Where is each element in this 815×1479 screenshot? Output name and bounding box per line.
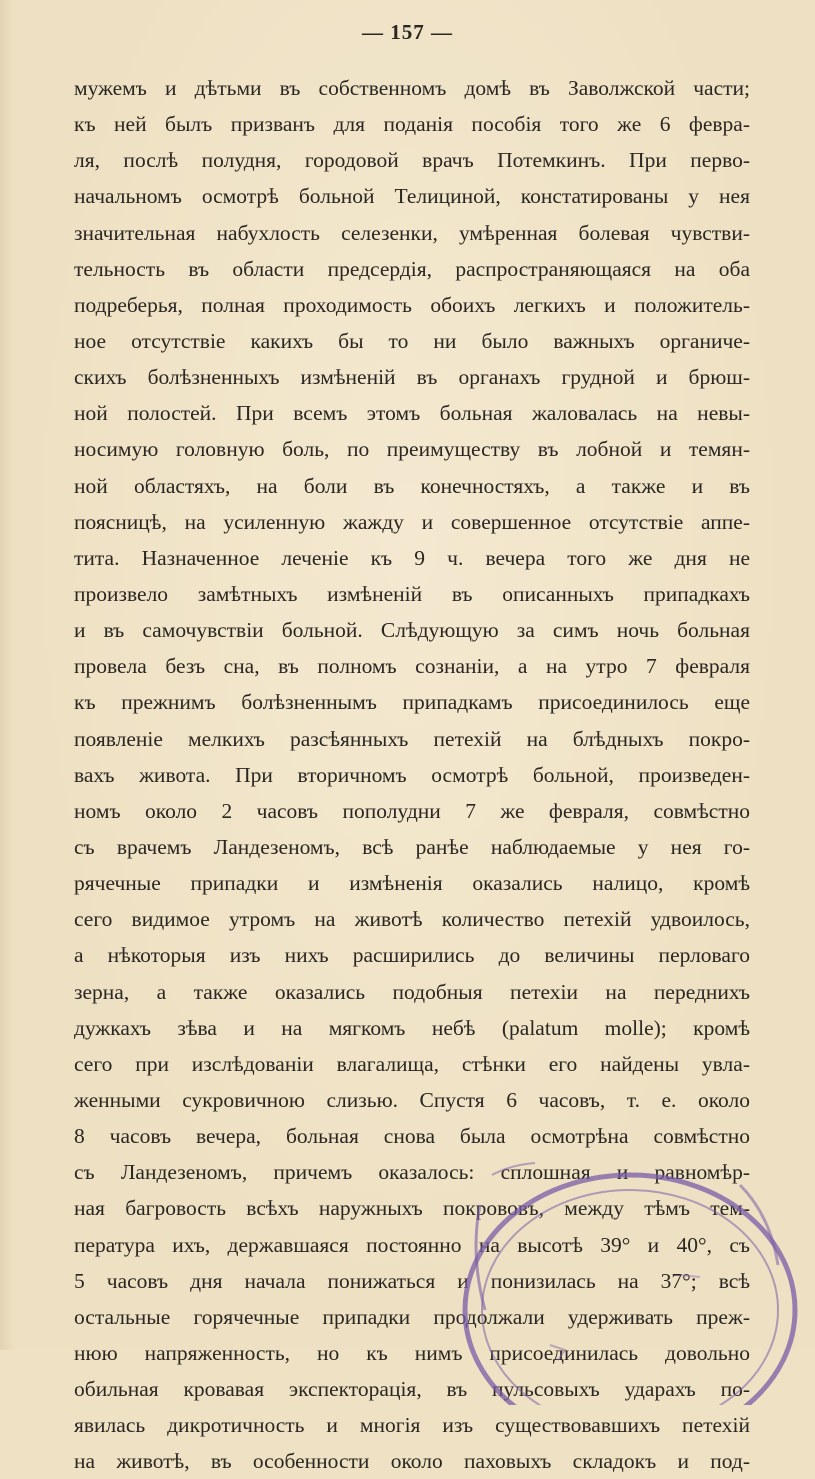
- text-line: подреберья, полная проходимость обоихъ легкихъ и положитель-: [74, 292, 750, 317]
- text-line: поясницѣ, на усиленную жажду и совершенное отсутствіе аппе-: [74, 509, 750, 534]
- text-line: вахъ живота. При вторичномъ осмотрѣ больной, произведен-: [74, 762, 750, 787]
- text-line: сего видимое утромъ на животѣ количество петехій удвоилось,: [74, 907, 750, 932]
- body-text: [74, 70, 750, 1479]
- text-line: начальномъ осмотрѣ больной Телициной, констатированы у нея: [74, 184, 750, 209]
- text-line: 5 часовъ дня начала понижаться и понизилась на 37°; всѣ: [74, 1268, 750, 1293]
- text-line: ное отсутствіе какихъ бы то ни было важныхъ органиче-: [74, 328, 750, 353]
- text-line: появленіе мелкихъ разсѣянныхъ петехій на блѣдныхъ покро-: [74, 726, 750, 751]
- text-line: ной областяхъ, на боли въ конечностяхъ, а также и въ: [74, 473, 750, 498]
- text-line: къ прежнимъ болѣзненнымъ припадкамъ присоединилось еще: [74, 690, 750, 715]
- text-line: ной полостей. При всемъ этомъ больная жаловалась на невы-: [74, 401, 750, 426]
- text-line: произвело замѣтныхъ измѣненій въ описанныхъ припадкахъ: [74, 581, 750, 606]
- text-line: ля, послѣ полудня, городовой врачъ Потемкинъ. При перво-: [74, 148, 750, 173]
- text-line: остальные горячечные припадки продолжали удерживать преж-: [74, 1304, 750, 1329]
- text-line: обильная кровавая экспекторація, въ пульсовыхъ ударахъ по-: [74, 1377, 750, 1402]
- text-line: провела безъ сна, въ полномъ сознаніи, а на утро 7 февраля: [74, 654, 750, 679]
- text-line: и въ самочувствіи больной. Слѣдующую за симъ ночь больная: [74, 618, 750, 643]
- page-number: — 157 —: [362, 20, 453, 44]
- text-line: съ врачемъ Ландезеномъ, всѣ ранѣе наблюдаемые у нея го-: [74, 834, 750, 859]
- text-line: явилась дикротичность и многія изъ существовавшихъ петехій: [74, 1413, 750, 1438]
- text-line: 8 часовъ вечера, больная снова была осмотрѣна совмѣстно: [74, 1124, 750, 1149]
- text-line: ная багровость всѣхъ наружныхъ покрововъ, между тѣмъ тем-: [74, 1196, 750, 1221]
- text-line: рячечные припадки и измѣненія оказались налицо, кромѣ: [74, 871, 750, 896]
- text-line: тита. Назначенное леченіе къ 9 ч. вечера того же дня не: [74, 545, 750, 570]
- text-line: сего при изслѣдованіи влагалища, стѣнки его найдены увла-: [74, 1051, 750, 1076]
- text-line: пература ихъ, державшаяся постоянно на высотѣ 39° и 40°, съ: [74, 1232, 750, 1257]
- text-line: дужкахъ зѣва и на мягкомъ небѣ (palatum molle); кромѣ: [74, 1015, 750, 1040]
- text-line: а нѣкоторыя изъ нихъ расширились до величины перловаго: [74, 943, 750, 968]
- text-line: женными сукровичною слизью. Спустя 6 часовъ, т. е. около: [74, 1087, 750, 1112]
- text-line: зерна, а также оказались подобныя петехіи на переднихъ: [74, 979, 750, 1004]
- text-line: номъ около 2 часовъ пополудни 7 же февраля, совмѣстно: [74, 798, 750, 823]
- text-line: значительная набухлость селезенки, умѣренная болевая чувстви-: [74, 220, 750, 245]
- text-line: на животѣ, въ особенности около паховыхъ складокъ и под-: [74, 1449, 750, 1474]
- text-line: мужемъ и дѣтьми въ собственномъ домѣ въ Заволжской части;: [74, 76, 750, 100]
- text-line: съ Ландезеномъ, причемъ оказалось: сплошная и равномѣр-: [74, 1160, 750, 1185]
- text-line: носимую головную боль, по преимуществу въ лобной и темян-: [74, 437, 750, 462]
- text-line: къ ней былъ призванъ для поданія пособія того же 6 февра-: [74, 112, 750, 137]
- text-line: нюю напряженность, но къ нимъ присоединилась довольно: [74, 1340, 750, 1365]
- text-line: скихъ болѣзненныхъ измѣненій въ органахъ грудной и брюш-: [74, 365, 750, 390]
- text-line: тельность въ области предсердія, распространяющаяся на оба: [74, 256, 750, 281]
